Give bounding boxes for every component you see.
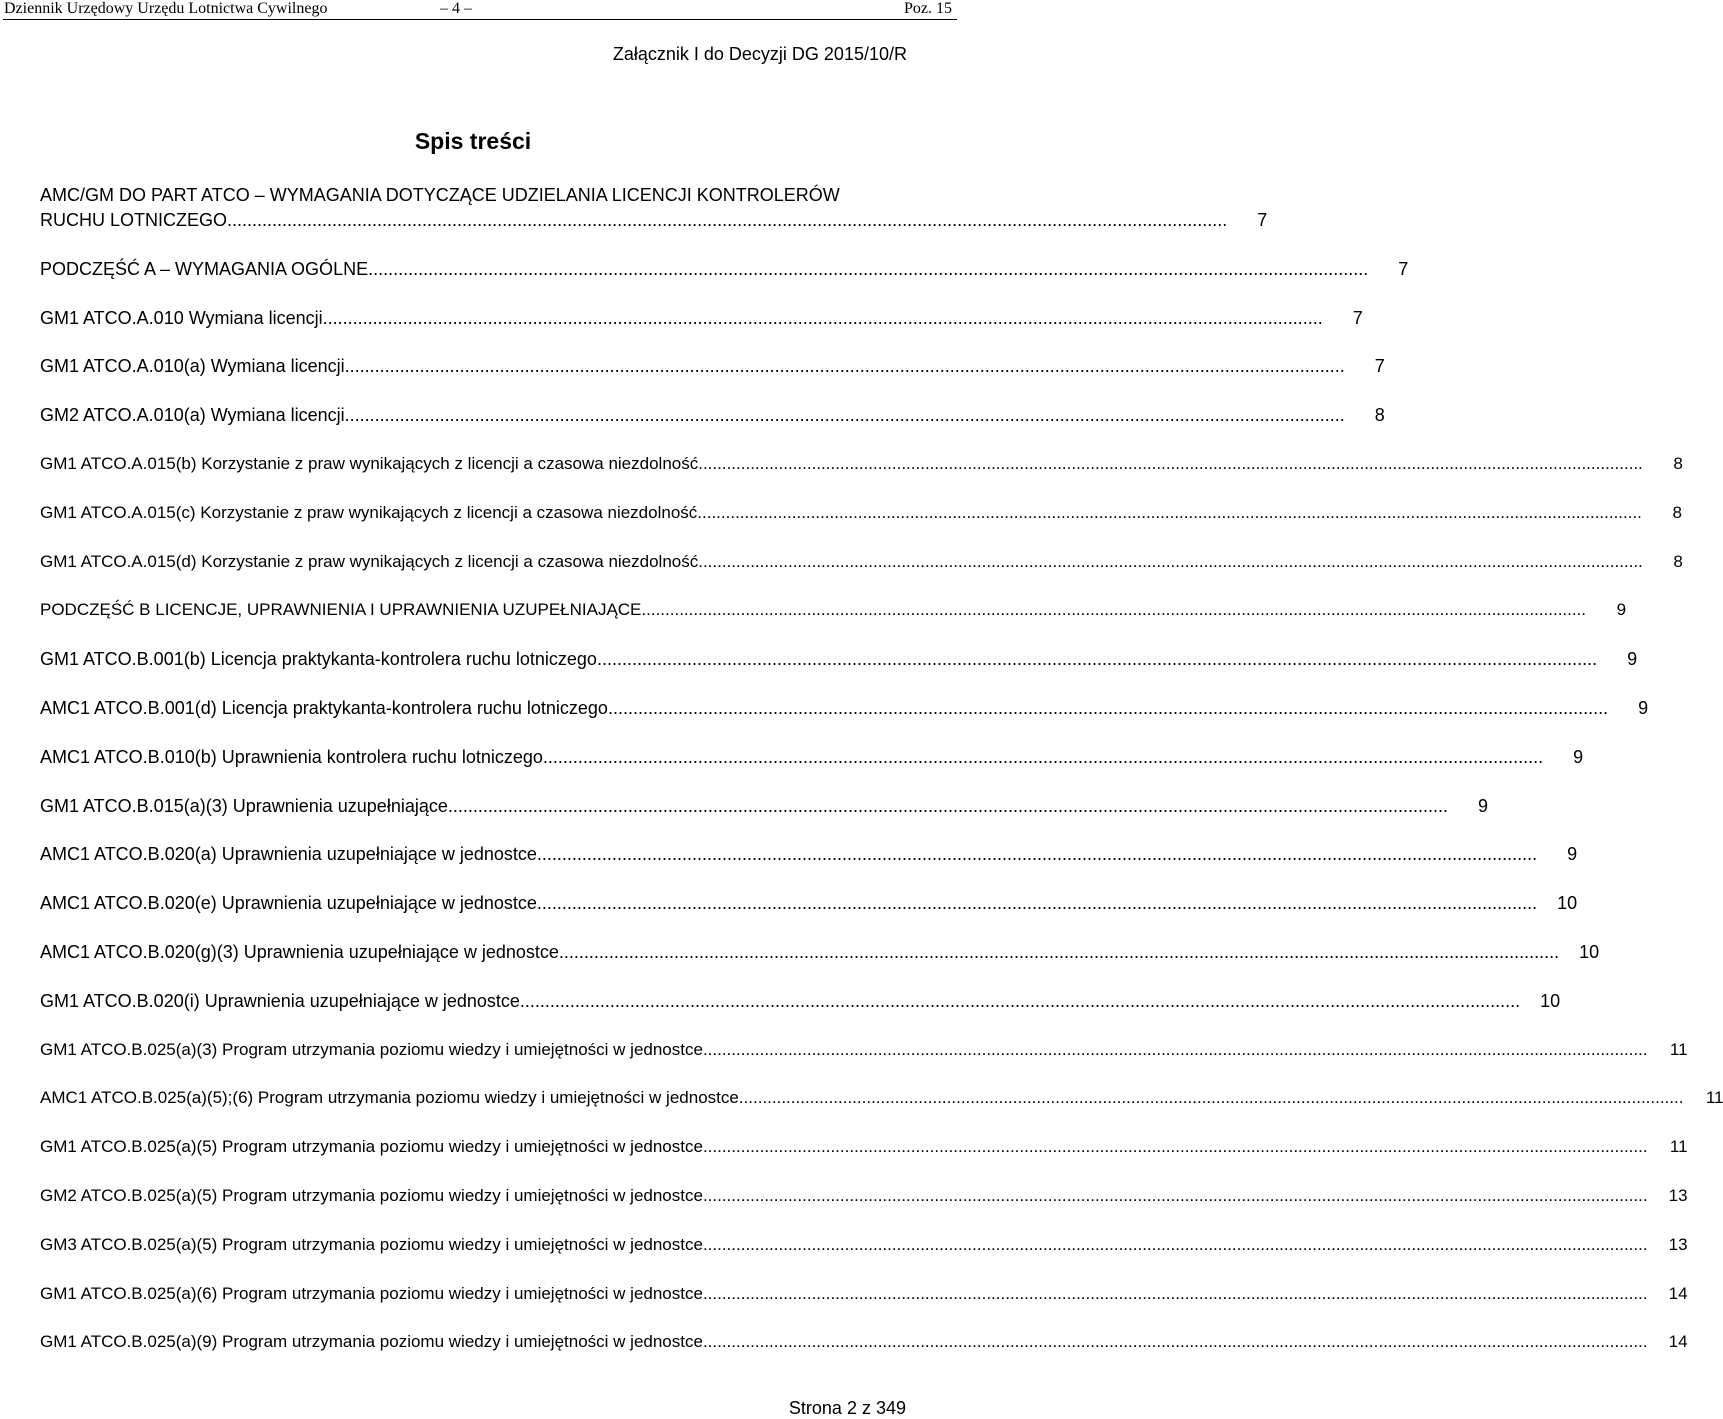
toc-entry-page: 11 xyxy=(1669,1137,1688,1157)
toc-leader-dots: ........................................................................................................................................................................................................ xyxy=(368,258,1369,279)
toc-entry-page: 13 xyxy=(1668,1234,1688,1254)
toc-entry-text: PODCZĘŚĆ B LICENCJE, UPRAWNIENIA I UPRAWNIENIA UZUPEŁNIAJĄCE xyxy=(40,600,642,620)
toc-entry-page: 9 xyxy=(1567,844,1578,865)
toc-entry-page: 8 xyxy=(1672,502,1682,522)
toc-entry-text: GM1 ATCO.B.025(a)(6) Program utrzymania poziomu wiedzy i umiejętności w jednostce xyxy=(40,1283,703,1303)
toc-entry-text: GM1 ATCO.A.015(c) Korzystanie z praw wynikających z licencji a czasowa niezdolność xyxy=(40,502,698,522)
toc-entry[interactable] xyxy=(40,1086,1723,1135)
toc-entry-text: GM1 ATCO.A.015(d) Korzystanie z praw wynikających z licencji a czasowa niezdolność xyxy=(40,551,699,571)
toc-entry-page: 8 xyxy=(1673,551,1683,571)
toc-leader-dots: ........................................................................................................................................................................................................ xyxy=(702,1283,1648,1303)
toc-entry[interactable] xyxy=(40,257,1409,306)
position-number: Poz. 15 xyxy=(904,0,952,17)
toc-entry-page: 7 xyxy=(1352,307,1363,328)
toc-entry-page: 10 xyxy=(1540,990,1561,1011)
toc-entry-text: RUCHU LOTNICZEGO xyxy=(40,210,228,230)
toc-entry[interactable] xyxy=(40,403,1385,452)
toc-entry[interactable] xyxy=(40,1330,1688,1379)
toc-leader-dots: ........................................................................................................................................................................................................ xyxy=(702,1185,1648,1205)
toc-entry[interactable] xyxy=(40,940,1600,989)
toc-entry[interactable] xyxy=(40,989,1561,1038)
toc-entry-page: 7 xyxy=(1374,356,1385,377)
toc-entry-page: 7 xyxy=(1257,210,1268,230)
toc-leader-dots: ........................................................................................................................................................................................................ xyxy=(322,307,1323,328)
toc-leader-dots: ........................................................................................................................................................................................................ xyxy=(344,356,1345,377)
toc-entry[interactable] xyxy=(40,598,1627,647)
toc-leader-dots: ........................................................................................................................................................................................................ xyxy=(697,502,1642,522)
toc-entry[interactable] xyxy=(40,452,1683,501)
toc-entry-page: 8 xyxy=(1673,453,1683,473)
toc-entry-text: AMC1 ATCO.B.010(b) Uprawnienia kontrolera ruchu lotniczego xyxy=(40,746,543,767)
toc-entry-text: GM1 ATCO.B.025(a)(3) Program utrzymania poziomu wiedzy i umiejętności w jednostce xyxy=(40,1039,703,1059)
toc-entry-page: 7 xyxy=(1398,258,1409,279)
table-of-contents xyxy=(40,208,1723,1379)
header-divider xyxy=(3,19,957,20)
toc-entry-text: GM1 ATCO.B.001(b) Licencja praktykanta-kontrolera ruchu lotniczego xyxy=(40,649,597,670)
toc-leader-dots: ........................................................................................................................................................................................................ xyxy=(738,1088,1684,1108)
toc-entry[interactable] xyxy=(40,501,1682,550)
toc-entry-page: 9 xyxy=(1616,600,1627,620)
page-counter: Strona 2 z 349 xyxy=(788,1398,906,1418)
toc-entry-text: GM1 ATCO.A.010(a) Wymiana licencji xyxy=(40,356,345,377)
toc-entry[interactable] xyxy=(40,354,1385,403)
toc-entry-text: GM1 ATCO.B.020(i) Uprawnienia uzupełniające w jednostce xyxy=(40,990,520,1011)
toc-leader-dots: ........................................................................................................................................................................................................ xyxy=(344,405,1345,426)
toc-entry[interactable] xyxy=(40,745,1584,794)
toc-entry-text: AMC1 ATCO.B.020(e) Uprawnienia uzupełniające w jednostce xyxy=(40,893,537,914)
toc-leader-dots: ........................................................................................................................................................................................................ xyxy=(698,551,1643,571)
toc-entry-page: 9 xyxy=(1573,746,1584,767)
toc-leader-dots: ........................................................................................................................................................................................................ xyxy=(641,600,1587,620)
toc-leader-dots: ........................................................................................................................................................................................................ xyxy=(596,649,1598,670)
toc-entry-text: GM1 ATCO.A.015(b) Korzystanie z praw wynikających z licencji a czasowa niezdolność xyxy=(40,453,699,473)
toc-entry-text: GM1 ATCO.B.025(a)(5) Program utrzymania poziomu wiedzy i umiejętności w jednostce xyxy=(40,1137,703,1157)
toc-entry-page: 10 xyxy=(1579,941,1600,962)
toc-entry-page: 13 xyxy=(1668,1185,1688,1205)
toc-leader-dots: ........................................................................................................................................................................................................ xyxy=(702,1137,1648,1157)
toc-entry-page: 11 xyxy=(1669,1039,1688,1059)
toc-entry-text: PODCZĘŚĆ A – WYMAGANIA OGÓLNE xyxy=(40,258,369,279)
toc-entry-page: 9 xyxy=(1638,697,1649,718)
toc-entry-text: GM1 ATCO.B.025(a)(9) Program utrzymania poziomu wiedzy i umiejętności w jednostce xyxy=(40,1332,703,1352)
toc-entry-text: AMC1 ATCO.B.020(g)(3) Uprawnienia uzupełniające w jednostce xyxy=(40,941,559,962)
toc-entry[interactable] xyxy=(40,1233,1688,1282)
toc-entry-text: GM3 ATCO.B.025(a)(5) Program utrzymania poziomu wiedzy i umiejętności w jednostce xyxy=(40,1234,703,1254)
toc-leader-dots: ........................................................................................................................................................................................................ xyxy=(227,210,1228,230)
toc-leader-dots: ........................................................................................................................................................................................................ xyxy=(702,1332,1648,1352)
toc-entry[interactable] xyxy=(40,1135,1688,1184)
toc-entry[interactable] xyxy=(40,208,1268,257)
toc-leader-dots: ........................................................................................................................................................................................................ xyxy=(536,893,1538,914)
toc-entry-text: GM2 ATCO.B.025(a)(5) Program utrzymania poziomu wiedzy i umiejętności w jednostce xyxy=(40,1185,703,1205)
journal-title: Dziennik Urzędowy Urzędu Lotnictwa Cywilnego xyxy=(4,0,328,17)
toc-entry[interactable] xyxy=(40,306,1363,355)
toc-leader-dots: ........................................................................................................................................................................................................ xyxy=(447,795,1449,816)
toc-entry-text: GM2 ATCO.A.010(a) Wymiana licencji xyxy=(40,405,345,426)
toc-leader-dots: ........................................................................................................................................................................................................ xyxy=(607,697,1609,718)
toc-entry-page: 10 xyxy=(1557,893,1578,914)
toc-entry-page: 14 xyxy=(1668,1332,1688,1352)
toc-entry[interactable] xyxy=(40,696,1649,745)
toc-leader-dots: ........................................................................................................................................................................................................ xyxy=(542,746,1544,767)
toc-entry-text: GM1 ATCO.A.010 Wymiana licencji xyxy=(40,307,323,328)
toc-entry[interactable] xyxy=(40,891,1578,940)
toc-entry[interactable] xyxy=(40,1184,1688,1233)
toc-entry-page: 14 xyxy=(1668,1283,1688,1303)
toc-entry-heading-line: AMC/GM DO PART ATCO – WYMAGANIA DOTYCZĄCE UDZIELANIA LICENCJI KONTROLERÓW xyxy=(40,185,840,205)
toc-entry[interactable] xyxy=(40,794,1489,843)
toc-title: Spis treści xyxy=(414,128,532,154)
toc-entry-page: 9 xyxy=(1478,795,1489,816)
page-number-header: – 4 – xyxy=(440,0,472,17)
toc-entry-text: AMC1 ATCO.B.020(a) Uprawnienia uzupełniające w jednostce xyxy=(40,844,537,865)
toc-leader-dots: ........................................................................................................................................................................................................ xyxy=(698,453,1643,473)
toc-entry-text: GM1 ATCO.B.015(a)(3) Uprawnienia uzupełniające xyxy=(40,795,448,816)
toc-entry[interactable] xyxy=(40,550,1683,599)
annex-label: Załącznik I do Decyzji DG 2015/10/R xyxy=(612,44,907,64)
toc-leader-dots: ........................................................................................................................................................................................................ xyxy=(702,1234,1648,1254)
toc-leader-dots: ........................................................................................................................................................................................................ xyxy=(536,844,1538,865)
toc-entry[interactable] xyxy=(40,647,1638,696)
toc-entry-page: 8 xyxy=(1374,405,1385,426)
toc-entry[interactable] xyxy=(40,1282,1688,1331)
toc-leader-dots: ........................................................................................................................................................................................................ xyxy=(702,1039,1648,1059)
toc-entry[interactable] xyxy=(40,1038,1688,1087)
toc-entry-page: 9 xyxy=(1627,649,1638,670)
toc-entry-text: AMC1 ATCO.B.025(a)(5);(6) Program utrzymania poziomu wiedzy i umiejętności w jednostce xyxy=(40,1088,739,1108)
toc-leader-dots: ........................................................................................................................................................................................................ xyxy=(519,990,1521,1011)
toc-leader-dots: ........................................................................................................................................................................................................ xyxy=(558,941,1560,962)
toc-entry-page: 11 xyxy=(1705,1088,1723,1108)
toc-entry[interactable] xyxy=(40,842,1578,891)
toc-entry-text: AMC1 ATCO.B.001(d) Licencja praktykanta-kontrolera ruchu lotniczego xyxy=(40,697,608,718)
